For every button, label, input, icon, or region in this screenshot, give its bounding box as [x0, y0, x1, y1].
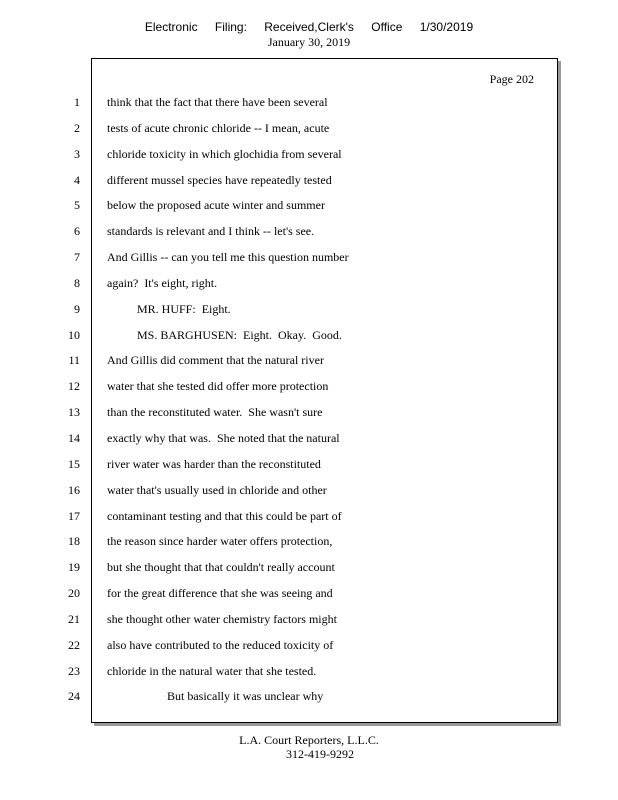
transcript-line: [0, 146, 618, 172]
transcript-line: [0, 533, 618, 559]
transcript-line: [0, 508, 618, 534]
filing-label-office: Office: [371, 20, 403, 34]
transcript-line: [0, 94, 618, 120]
transcript-line: [0, 327, 618, 353]
footer: [0, 733, 618, 761]
transcript-line: [0, 688, 618, 714]
line-text: MR. HUFF: Eight.: [107, 301, 231, 316]
transcript-line: [0, 301, 618, 327]
transcript-line: [0, 223, 618, 249]
transcript-line: [0, 456, 618, 482]
line-text: but she thought that that couldn't really account: [107, 560, 335, 575]
line-number: 13: [68, 405, 80, 420]
line-number: 19: [68, 560, 80, 575]
line-text: river water was harder than the reconstituted: [107, 456, 321, 471]
line-number: 15: [68, 456, 80, 471]
footer-company: L.A. Court Reporters, L.L.C.: [239, 733, 379, 747]
page-number: Page 202: [489, 72, 534, 86]
line-text: also have contributed to the reduced toxicity of: [107, 637, 334, 652]
line-text: different mussel species have repeatedly tested: [107, 172, 332, 187]
line-number: 21: [68, 611, 80, 626]
footer-phone: 312-419-9292: [286, 747, 354, 761]
line-text: standards is relevant and I think -- let's see.: [107, 224, 315, 239]
line-number: 5: [74, 198, 80, 213]
transcript-line: [0, 249, 618, 275]
transcript-line: [0, 172, 618, 198]
transcript-line: [0, 197, 618, 223]
transcript-line: [0, 482, 618, 508]
line-number: 23: [68, 663, 80, 678]
line-number: 1: [74, 95, 80, 109]
transcript-line: [0, 611, 618, 637]
line-number: 18: [68, 534, 80, 549]
filing-label-filing: Filing:: [214, 20, 247, 34]
line-text: for the great difference that she was seeing and: [107, 586, 333, 601]
transcript-body: [0, 94, 618, 714]
line-number: 11: [68, 353, 80, 368]
line-text: But basically it was unclear why: [107, 689, 324, 704]
line-text: think that the fact that there have been several: [107, 95, 328, 109]
transcript-line: [0, 352, 618, 378]
line-number: 9: [74, 301, 80, 316]
line-number: 24: [68, 689, 80, 704]
transcript-line: [0, 663, 618, 689]
line-text: exactly why that was. She noted that the natural: [107, 430, 340, 445]
line-number: 16: [68, 482, 80, 497]
transcript-line: [0, 404, 618, 430]
transcript-line: [0, 275, 618, 301]
line-text: chloride toxicity in which glochidia from several: [107, 146, 342, 161]
line-number: 8: [74, 275, 80, 290]
line-number: 4: [74, 172, 80, 187]
line-text: than the reconstituted water. She wasn't sure: [107, 405, 323, 420]
line-text: MS. BARGHUSEN: Eight. Okay. Good.: [107, 327, 342, 342]
line-text: tests of acute chronic chloride -- I mean, acute: [107, 120, 330, 135]
line-text: water that's usually used in chloride and other: [107, 482, 327, 497]
line-text: chloride in the natural water that she tested.: [107, 663, 317, 678]
line-number: 7: [74, 250, 80, 265]
line-number: 12: [68, 379, 80, 394]
line-text: contaminant testing and that this could be part of: [107, 508, 342, 523]
line-text: the reason since harder water offers protection,: [107, 534, 333, 549]
transcript-line: [0, 378, 618, 404]
line-number: 10: [68, 327, 80, 342]
line-number: 22: [68, 637, 80, 652]
line-number: 6: [74, 224, 80, 239]
filing-label-received: Received,Clerk's: [264, 20, 354, 34]
filing-label-electronic: Electronic: [144, 20, 198, 34]
line-number: 14: [68, 430, 80, 445]
filing-stamp: [0, 20, 618, 34]
line-number: 2: [74, 120, 80, 135]
line-text: And Gillis -- can you tell me this question number: [107, 250, 349, 265]
line-text: again? It's eight, right.: [107, 275, 218, 290]
filing-date-long: January 30, 2019: [267, 35, 351, 49]
line-text: she thought other water chemistry factors might: [107, 611, 337, 626]
transcript-line: [0, 637, 618, 663]
line-number: 20: [68, 586, 80, 601]
line-number: 17: [68, 508, 80, 523]
transcript-line: [0, 559, 618, 585]
transcript-line: [0, 120, 618, 146]
filing-date-short: 1/30/2019: [419, 20, 474, 34]
transcript-line: [0, 585, 618, 611]
line-number: 3: [74, 146, 80, 161]
transcript-line: [0, 430, 618, 456]
line-text: below the proposed acute winter and summer: [107, 198, 325, 213]
line-text: And Gillis did comment that the natural river: [107, 353, 324, 368]
line-text: water that she tested did offer more protection: [107, 379, 329, 394]
